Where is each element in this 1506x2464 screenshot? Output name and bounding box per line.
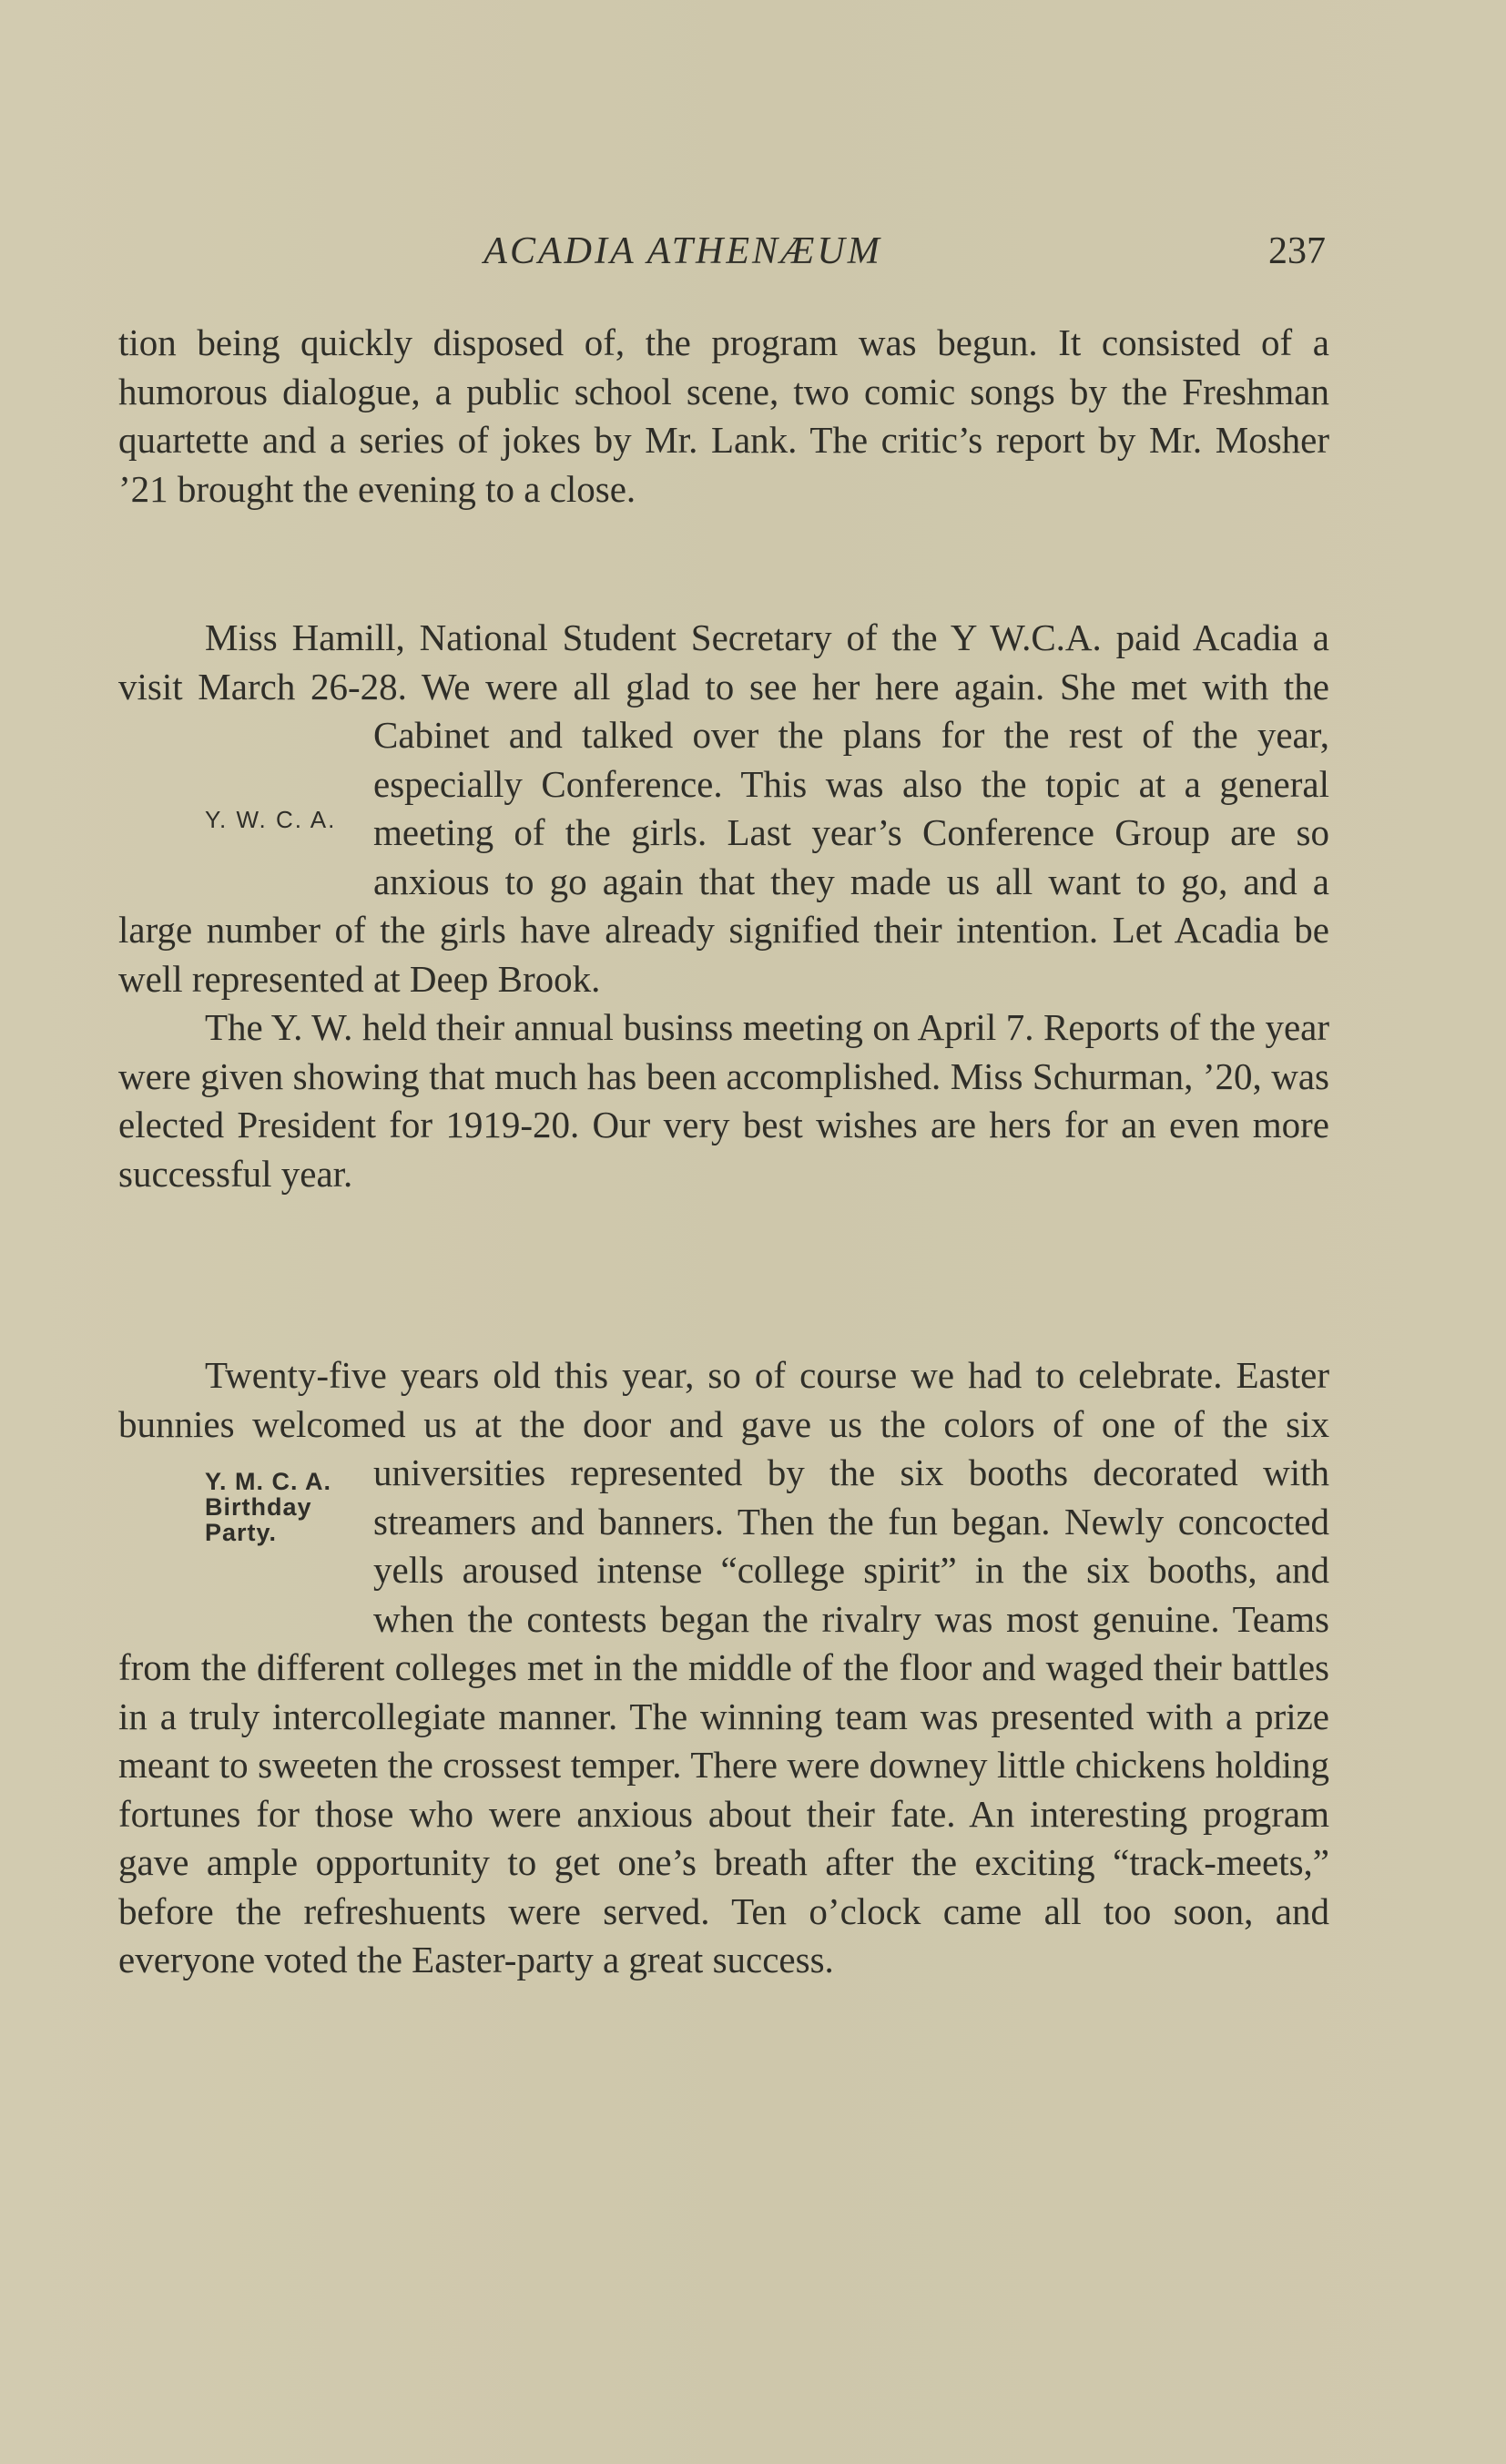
paragraph: [118, 1351, 1329, 1985]
side-note-ywca: Y. W. C. A.: [205, 806, 337, 833]
side-note-ymca-line1: Y. M. C. A.: [205, 1468, 332, 1495]
paragraph: [118, 614, 1329, 1003]
paragraph: The Y. W. held their annual businss meeting on April 7. Reports of the year were given showing that much has been accomplished. Miss Schurman, ’20, was elected President for 1919-20. Our very best wishes are hers for an even more successful year.: [118, 1006, 1329, 1195]
paragraph-text: Twenty-five years old this year, so of course we had to celebrate. Easter bunnies welcomed us at the door and gave us the colors of one of the six universities represented by the six booths decorated with streamers and banners. Then the fun began. Newly concocted yells aroused intense “college spirit” in the six booths, and when the contests began the rivalry was most genuine. Teams from the different colleges met in the middle of the floor and waged their battles in a truly intercollegiate manner. The winning team was presented with a prize meant to sweeten the crossest temper. There were downey little chickens holding fortunes for those who were anxious about their fate. An interesting program gave ample opportunity to get one’s breath after the exciting “track-meets,” before the refreshuents were served. Ten o’clock came all too soon, and everyone voted the Easter-party a great success.: [118, 1354, 1329, 1980]
running-title: ACADIA ATHENÆUM: [483, 230, 882, 272]
text-block-program: [118, 319, 1329, 514]
side-note-ymca-line3: Party.: [205, 1519, 278, 1546]
margin-note-area: [118, 1449, 373, 1644]
side-note-ymca-line2: Birthday: [205, 1493, 312, 1521]
margin-note-area: [118, 759, 373, 905]
paragraph-text: Miss Hamill, National Student Secretary of the Y W.C.A. paid Acadia a visit March 26-28. We were all glad to see her here again. She met with the Cabinet and talked over the plans for the rest of the year, especially Conference. This was also the topic at a general meeting of the girls. Last year’s Conference Group are so anxious to go again that they made us all want to go, and a large number of the girls have already signified their intention. Let Acadia be well represented at Deep Brook.: [118, 616, 1329, 1000]
page-number: 237: [1268, 230, 1326, 272]
page-header: [118, 229, 1329, 284]
paragraph: tion being quickly disposed of, the program was begun. It consisted of a humorous dialogue, a public school scene, two comic songs by the Freshman quartette and a series of jokes by Mr. Lank. The critic’s report by Mr. Mosher ’21 brought the evening to a close.: [118, 321, 1329, 510]
text-block-ywca: [118, 614, 1329, 1198]
text-block-ymca: [118, 1351, 1329, 1985]
